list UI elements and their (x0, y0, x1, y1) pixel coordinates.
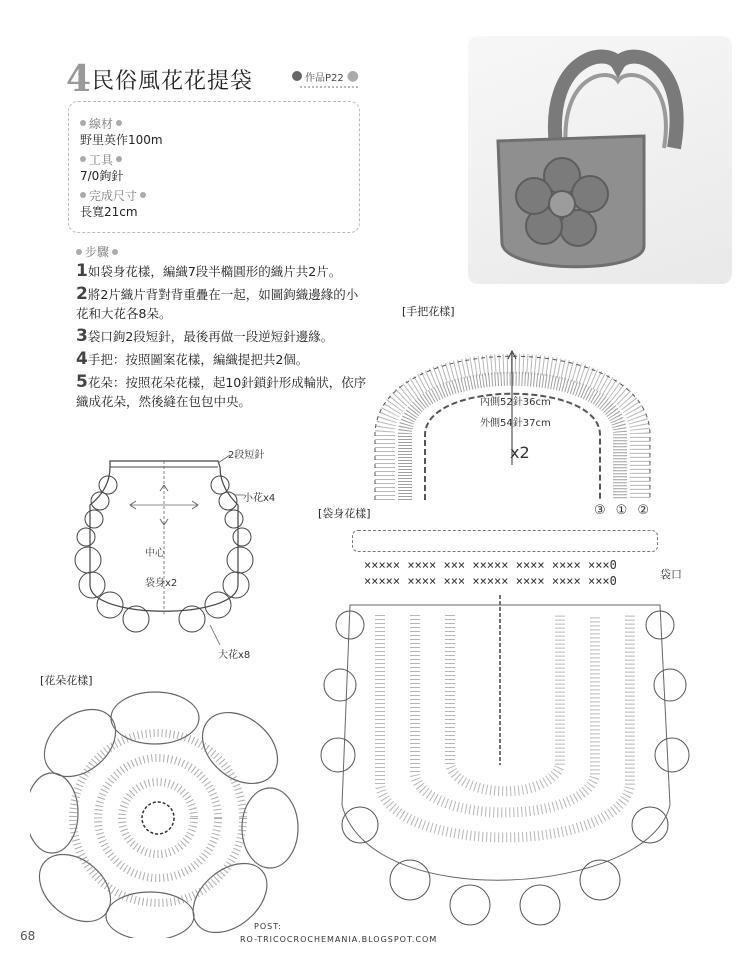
bag-schematic (70, 445, 280, 660)
marker: ① (615, 503, 628, 518)
body-rim-row-2: ××××× ×××× ××× ××××× ×××× ×××× ×××0 (364, 574, 617, 588)
body-chart (320, 585, 690, 930)
flower-chart-title: [花朵花樣] (40, 674, 93, 687)
step-item: 4手把：按照圖案花樣，編織提把共2個。 (76, 349, 309, 369)
step-item: 5花朵：按照花朵花樣，起10針鎖針形成輪狀，依序 織成花朵，然後縫在包包中央。 (76, 372, 367, 409)
title-dotted-rule (300, 86, 358, 88)
bullet-icon (80, 192, 86, 198)
work-reference: 作品P22 ● (292, 68, 361, 84)
label-center: 中心 (145, 548, 165, 559)
footer-source: RO-TRICOCROCHEMANIA.BLOGSPOT.COM (240, 935, 438, 944)
step-item: 1如袋身花樣，編織7段半橢圓形的織片共2片。 (76, 261, 342, 281)
label-top-edge: 2段短針 (228, 450, 265, 461)
step-item: 3袋口鉤2段短針，最後再做一段逆短針邊緣。 (76, 326, 334, 346)
bag-photo (468, 36, 732, 284)
material-label-row: 工具 (80, 151, 163, 167)
page-number: 68 (20, 929, 36, 943)
material-label-row: 線材 (80, 115, 163, 131)
label-big-flower: 大花x8 (218, 650, 251, 661)
bullet-icon (140, 192, 146, 198)
material-value: 長寬21cm (80, 205, 138, 219)
handle-inner-size: 內側52針36cm (480, 397, 551, 408)
bullet-icon (116, 156, 122, 162)
steps-heading: 步驟 (76, 243, 118, 260)
marker: ③ (594, 503, 606, 518)
dot-rule: ● (346, 68, 361, 84)
material-value: 7/0鉤針 (80, 169, 124, 183)
material-value: 野里英作100m (80, 133, 163, 147)
label-small-flower: 小花x4 (243, 493, 276, 504)
page-title: 民俗風花花提袋 (92, 69, 254, 94)
body-rim-row: ××××× ×××× ××× ××××× ×××× ×××× ×××0 (364, 558, 617, 572)
body-rim-border (352, 530, 658, 552)
label-body: 袋身x2 (145, 578, 178, 589)
bullet-icon (112, 249, 118, 255)
bullet-icon (292, 71, 302, 81)
footer-post: POST: (254, 922, 282, 931)
handle-markers (594, 503, 649, 518)
bullet-icon (116, 120, 122, 126)
handle-chart-title: [手把花樣] (402, 305, 455, 318)
bullet-icon (80, 156, 86, 162)
handle-count: x2 (510, 443, 530, 462)
flower-chart (30, 688, 300, 938)
opening-label: 袋口 (660, 568, 682, 581)
pattern-number: 4 (66, 58, 92, 100)
material-label-row: 完成尺寸 (80, 187, 163, 203)
marker: ② (637, 503, 649, 518)
handle-outer-size: 外側54針37cm (480, 418, 551, 429)
bullet-icon (76, 249, 82, 255)
body-chart-title: [袋身花樣] (318, 507, 371, 520)
materials-list (80, 115, 163, 223)
bag-illustration (468, 36, 732, 284)
bullet-icon (80, 120, 86, 126)
steps-list (76, 262, 396, 411)
step-item: 2將2片織片背對背重疊在一起，如圖鉤織邊緣的小 花和大花各8朵。 (76, 284, 359, 321)
